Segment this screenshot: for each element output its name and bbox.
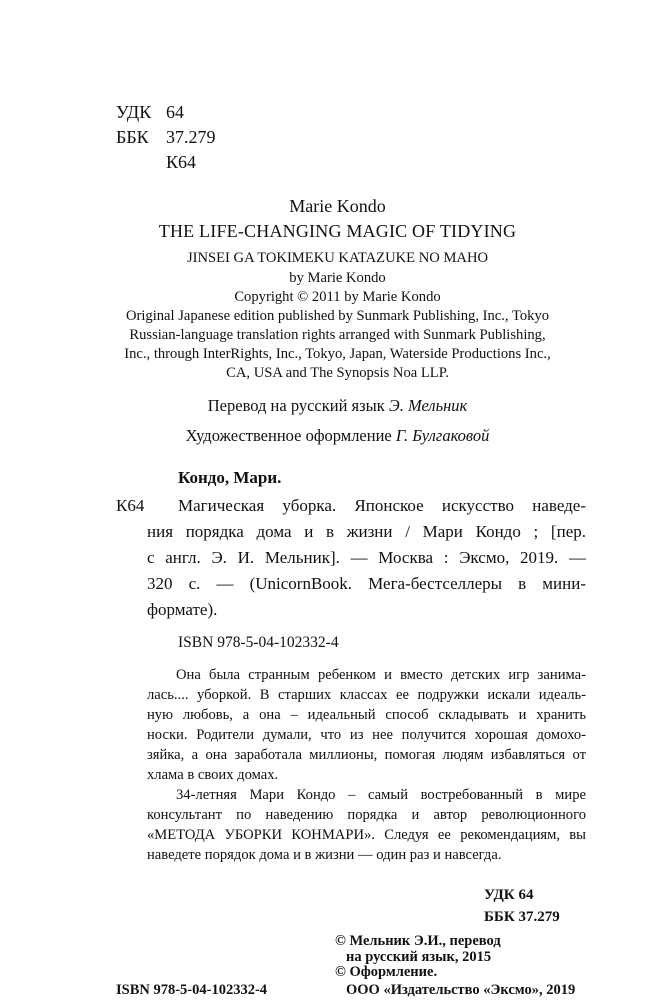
bibliography-line: формате). [147,600,218,619]
translation-name: Э. Мельник [388,396,468,415]
bibliography-mark: К64 [116,496,145,515]
udk-line [116,101,184,123]
design-name: Г. Булгаковой [395,426,490,445]
rights-line: CA, USA and The Synopsis Noa LLP. [226,365,449,381]
bibliography-line: Магическая уборка. Японское искусство наведе- [178,496,586,515]
bibliography-line: ния порядка дома и в жизни / Мари Кондо ; [пер. [147,522,586,541]
footer-bbk: ББК 37.279 [484,909,560,925]
annotation-line: зяйка, а она заработала миллионы, помогая людям избавляться от [147,747,586,763]
udk-value: 64 [166,102,184,122]
rights-line: Russian-language translation rights arranged with Sunmark Publishing, [129,327,546,343]
original-title: THE LIFE-CHANGING MAGIC OF TIDYING [158,221,517,241]
original-by: by Marie Kondo [289,270,386,286]
translation-credit [120,396,555,416]
author-mark: К64 [166,152,197,172]
annotation-line: консультант по наведению порядка и автор революционного [147,807,586,823]
annotation-line: хлама в своих домах. [147,767,279,783]
design-credit [120,426,555,446]
annotation-line: «МЕТОДА УБОРКИ КОНМАРИ». Следуя ее рекомендациям, вы [147,827,586,843]
original-author: Marie Kondo [289,196,386,216]
udk-label: УДК [116,102,152,122]
bibliography-isbn: ISBN 978-5-04-102332-4 [178,634,339,651]
annotation-line: ную любовь, а она – идеальный способ складывать и хранить [147,707,586,723]
annotation-line: 34-летняя Мари Кондо – самый востребованный в мире [176,787,586,803]
bbk-line [116,126,216,148]
bbk-value: 37.279 [166,127,216,147]
footer-udk: УДК 64 [484,887,534,903]
bibliography-line: 320 с. — (UnicornBook. Мега-бестселлеры в мини- [147,574,586,593]
translation-label: Перевод на русский язык [207,396,385,415]
bibliography-heading: Кондо, Мари. [178,468,282,487]
annotation-line: носки. Родители думали, что из нее получится хорошая домохо- [147,727,586,743]
design-label: Художественное оформление [185,426,392,445]
rights-line: Original Japanese edition published by Sunmark Publishing, Inc., Tokyo [125,308,550,324]
bibliography-line: с англ. Э. И. Мельник]. — Москва : Эксмо, 2019. — [147,548,586,567]
annotation-line: Она была странным ребенком и вместо детских игр занима- [176,667,586,683]
annotation-line: наведете порядок дома и в жизни — один раз и навсегда. [147,847,502,863]
copyright-publisher: ООО «Издательство «Эксмо», 2019 [346,982,576,998]
copyright-translation-cont: на русский язык, 2015 [346,949,492,965]
annotation-line: лась.... уборкой. В старших классах ее подружки искали идеаль- [147,687,586,703]
bbk-label: ББК [116,127,149,147]
original-copyright: Copyright © 2011 by Marie Kondo [234,289,441,305]
rights-line: Inc., through InterRights, Inc., Tokyo, Japan, Waterside Productions Inc., [124,346,551,362]
copyright-design: © Оформление. [335,964,438,980]
japanese-title: JINSEI GA TOKIMEKU KATAZUKE NO MAHO [186,250,489,266]
footer-isbn: ISBN 978-5-04-102332-4 [116,982,268,998]
copyright-translation: © Мельник Э.И., перевод [335,933,501,949]
